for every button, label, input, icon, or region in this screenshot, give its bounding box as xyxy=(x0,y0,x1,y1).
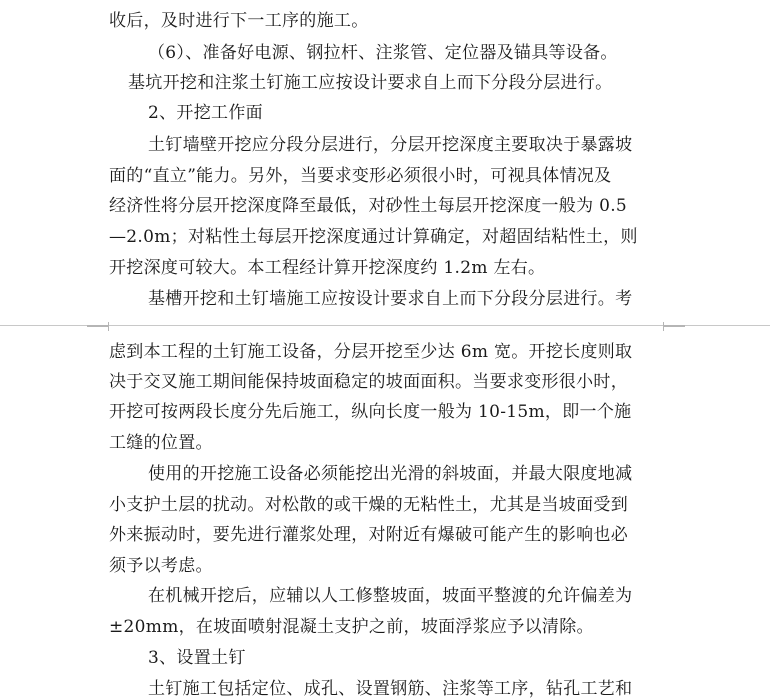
page-break-gap xyxy=(0,318,770,334)
document-page-1 xyxy=(0,0,770,318)
paragraph-line: —2.0m；对粘性土每层开挖深度通过计算确定，对超固结粘性土，则 xyxy=(109,227,638,247)
paragraph-line: 开挖可按两段长度分先后施工，纵向长度一般为 10-15m，即一个施 xyxy=(109,402,632,422)
paragraph-line: 决于交叉施工期间能保持坡面稳定的坡面面积。当要求变形很小时， xyxy=(109,372,628,392)
paragraph-line: 土钉施工包括定位、成孔、设置钢筋、注浆等工序，钻孔工艺和 xyxy=(148,679,633,699)
section-heading-excavation: 2、开挖工作面 xyxy=(148,103,263,123)
paragraph-line: 外来振动时，要先进行灌浆处理，对附近有爆破可能产生的影响也必 xyxy=(109,525,628,545)
page-break-line xyxy=(0,325,770,326)
section-heading-soil-nail: 3、设置土钉 xyxy=(148,648,246,668)
paragraph-line: ±20mm，在坡面喷射混凝土支护之前，坡面浮浆应予以清除。 xyxy=(109,617,594,637)
margin-corner-mark xyxy=(87,326,109,331)
margin-corner-mark xyxy=(663,326,685,331)
paragraph-line: 经济性将分层开挖深度降至最低，对砂性土每层开挖深度一般为 0.5 xyxy=(109,196,628,216)
paragraph-line: 面的“直立”能力。另外，当要求变形必须很小时，可视具体情况及 xyxy=(109,166,612,186)
paragraph-line: 基槽开挖和土钉墙施工应按设计要求自上而下分段分层进行。考 xyxy=(148,289,633,309)
paragraph-line: 使用的开挖施工设备必须能挖出光滑的斜坡面，并最大限度地减 xyxy=(148,464,633,484)
paragraph-line: 虑到本工程的土钉施工设备，分层开挖至少达 6m 宽。开挖长度则取 xyxy=(109,342,633,362)
paragraph-line: 基坑开挖和注浆土钉施工应按设计要求自上而下分段分层进行。 xyxy=(128,73,613,93)
paragraph-line: 小支护土层的扰动。对松散的或干燥的无粘性土，尤其是当坡面受到 xyxy=(109,495,628,515)
paragraph-line: 工缝的位置。 xyxy=(109,433,213,453)
paragraph-line: 须予以考虑。 xyxy=(109,556,213,576)
paragraph-line: 土钉墙壁开挖应分段分层进行，分层开挖深度主要取决于暴露坡 xyxy=(148,135,633,155)
paragraph-line: 在机械开挖后，应辅以人工修整坡面，坡面平整渡的允许偏差为 xyxy=(148,586,633,606)
paragraph-line: 开挖深度可较大。本工程经计算开挖深度约 1.2m 左右。 xyxy=(109,258,546,278)
list-item-equipment: （6）、准备好电源、钢拉杆、注浆管、定位器及锚具等设备。 xyxy=(148,43,618,63)
paragraph-line: 收后，及时进行下一工序的施工。 xyxy=(109,11,369,31)
